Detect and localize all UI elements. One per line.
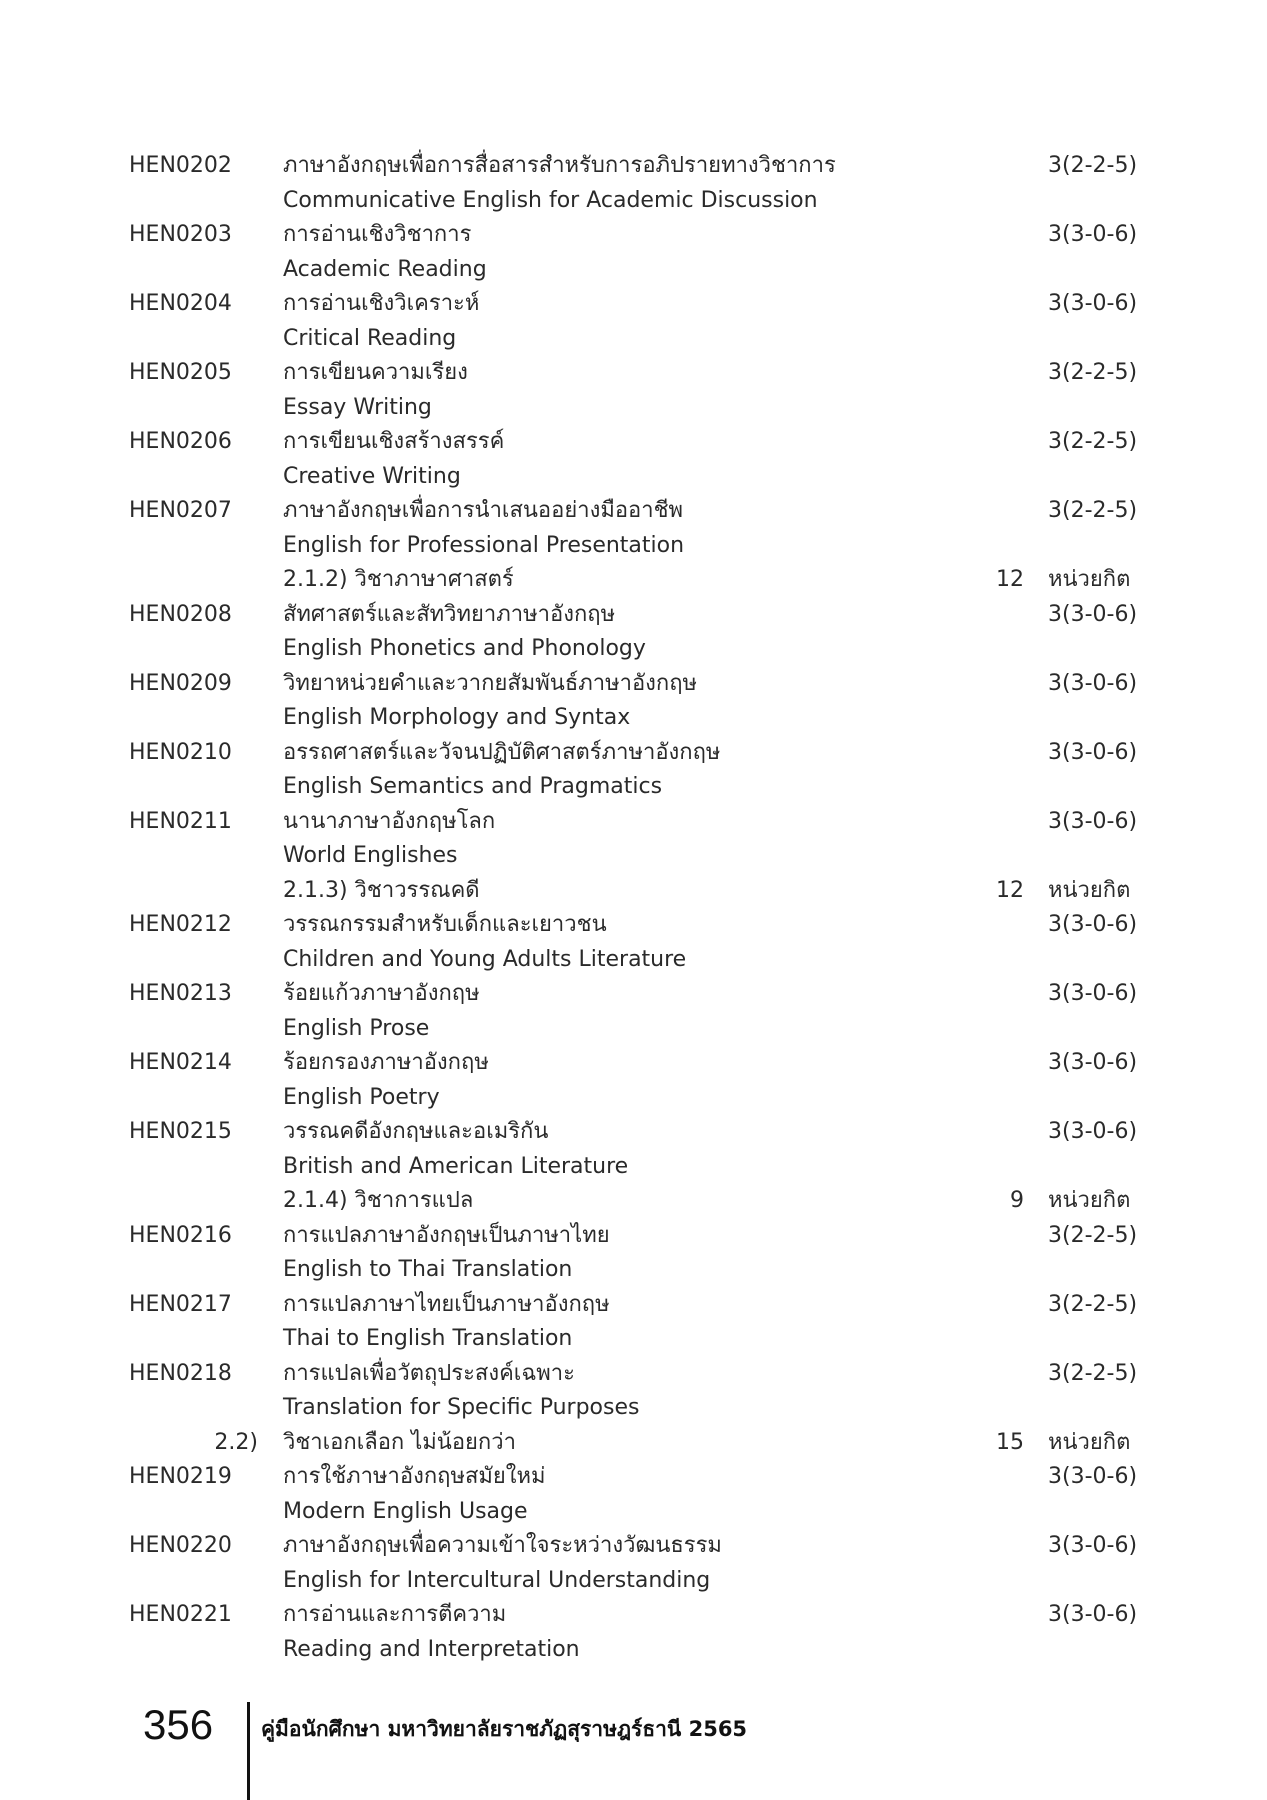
course-code: HEN0221 [129,1602,232,1627]
course-thai-title: การใช้ภาษาอังกฤษสมัยใหม่ [283,1464,546,1489]
course-credit: 3(2-2-5) [1048,1360,1138,1386]
section-title: 2.1.2) วิชาภาษาศาสตร์ [283,567,514,592]
course-credit: 3(3-0-6) [1048,1050,1138,1075]
course-english-title-row [0,184,1267,219]
course-english-title: English for Professional Presentation [283,532,685,558]
course-code: HEN0216 [129,1222,232,1248]
credit-unit-label: หน่วยกิต [1048,1429,1131,1455]
course-credit: 3(3-0-6) [1048,981,1138,1006]
course-english-title-row [0,1150,1267,1185]
course-row [0,1529,1267,1564]
course-english-title: English Poetry [283,1084,440,1110]
course-row [0,425,1267,460]
course-code: HEN0205 [129,360,232,385]
course-code: HEN0215 [129,1119,232,1144]
section-heading-row [0,874,1267,909]
course-row [0,598,1267,633]
course-english-title: World Englishes [283,843,458,868]
course-code: HEN0213 [129,981,232,1006]
course-row [0,1460,1267,1495]
course-credit: 3(2-2-5) [1048,498,1138,523]
course-code: HEN0204 [129,291,232,316]
course-english-title-row [0,391,1267,426]
course-row [0,1046,1267,1081]
course-english-title-row [0,770,1267,805]
course-credit: 3(2-2-5) [1048,153,1138,178]
course-thai-title: การเขียนเชิงสร้างสรรค์ [283,429,505,454]
section-credit-count: 12 [996,567,1024,592]
course-row [0,1115,1267,1150]
course-english-title-row [0,632,1267,667]
course-row [0,908,1267,943]
course-thai-title: การแปลภาษาอังกฤษเป็นภาษาไทย [283,1222,610,1248]
course-english-title: Creative Writing [283,463,461,489]
course-thai-title: วิทยาหน่วยคำและวากยสัมพันธ์ภาษาอังกฤษ [283,670,698,696]
course-code: HEN0217 [129,1291,232,1317]
course-credit: 3(3-0-6) [1048,291,1138,316]
course-row [0,1357,1267,1392]
course-credit: 3(3-0-6) [1048,1119,1138,1144]
course-thai-title: วรรณกรรมสำหรับเด็กและเยาวชน [283,912,607,937]
course-code: HEN0220 [129,1533,232,1558]
course-thai-title: การอ่านเชิงวิชาการ [283,222,472,247]
course-credit: 3(3-0-6) [1048,1533,1138,1558]
course-credit: 3(3-0-6) [1048,1602,1138,1627]
section-heading-row [0,1426,1267,1461]
course-english-title-row [0,1564,1267,1599]
course-row [0,667,1267,702]
course-english-title: English Semantics and Pragmatics [283,774,663,799]
course-english-title-row [0,322,1267,357]
course-english-title-row [0,1633,1267,1668]
course-thai-title: การอ่านเชิงวิเคราะห์ [283,291,480,316]
course-english-title: English to Thai Translation [283,1257,573,1282]
course-credit: 3(2-2-5) [1048,429,1138,454]
section-credit-count: 12 [996,877,1024,903]
course-english-title: Academic Reading [283,256,487,282]
course-code: HEN0212 [129,912,232,937]
course-english-title-row [0,1081,1267,1116]
course-code: HEN0207 [129,498,232,523]
course-english-title-row [0,943,1267,978]
course-thai-title: ร้อยแก้วภาษาอังกฤษ [283,981,480,1006]
course-english-title-row [0,460,1267,495]
course-row [0,1598,1267,1633]
course-code: HEN0206 [129,429,232,454]
course-thai-title: ภาษาอังกฤษเพื่อการสื่อสารสำหรับการอภิปรายทางวิชาการ [283,153,836,178]
course-thai-title: วรรณคดีอังกฤษและอเมริกัน [283,1119,549,1144]
course-english-title-row [0,1253,1267,1288]
course-credit: 3(3-0-6) [1048,222,1138,247]
course-english-title-row [0,1391,1267,1426]
course-thai-title: การอ่านและการตีความ [283,1602,507,1627]
course-english-title: English Phonetics and Phonology [283,636,646,661]
section-credit-count: 9 [1010,1188,1024,1213]
course-credit: 3(2-2-5) [1048,1291,1138,1317]
course-english-title: English Prose [283,1015,430,1041]
course-credit: 3(3-0-6) [1048,739,1138,765]
course-english-title-row [0,1495,1267,1530]
course-english-title-row [0,253,1267,288]
course-english-title: Children and Young Adults Literature [283,946,687,972]
section-number: 2.2) [214,1429,258,1455]
course-credit: 3(3-0-6) [1048,670,1138,696]
course-credit: 3(2-2-5) [1048,360,1138,385]
course-english-title: British and American Literature [283,1153,629,1179]
course-row [0,736,1267,771]
course-code: HEN0208 [129,601,232,627]
course-english-title-row [0,529,1267,564]
course-english-title: English for Intercultural Understanding [283,1567,711,1593]
footer-title: คู่มือนักศึกษา มหาวิทยาลัยราชภัฏสุราษฎร์ธานี 2565 [261,1717,748,1741]
credit-unit-label: หน่วยกิต [1048,1188,1131,1213]
course-thai-title: สัทศาสตร์และสัทวิทยาภาษาอังกฤษ [283,601,616,627]
course-code: HEN0202 [129,153,232,178]
course-code: HEN0218 [129,1360,232,1386]
course-thai-title: อรรถศาสตร์และวัจนปฏิบัติศาสตร์ภาษาอังกฤษ [283,739,721,765]
course-english-title-row [0,1322,1267,1357]
course-thai-title: นานาภาษาอังกฤษโลก [283,808,496,834]
section-title: วิชาเอกเลือก ไม่น้อยกว่า [283,1429,516,1455]
footer-divider [247,1702,250,1800]
credit-unit-label: หน่วยกิต [1048,877,1131,903]
page-footer [0,1690,1267,1800]
course-thai-title: ภาษาอังกฤษเพื่อความเข้าใจระหว่างวัฒนธรรม [283,1533,722,1558]
course-code: HEN0209 [129,670,232,696]
course-row [0,1288,1267,1323]
course-english-title-row [0,701,1267,736]
course-thai-title: การเขียนความเรียง [283,360,468,385]
section-title: 2.1.4) วิชาการแปล [283,1188,474,1213]
section-heading-row [0,563,1267,598]
course-english-title: Reading and Interpretation [283,1636,580,1662]
course-credit: 3(3-0-6) [1048,601,1138,627]
course-english-title: English Morphology and Syntax [283,705,631,730]
course-row [0,494,1267,529]
course-list [0,149,1267,1667]
course-credit: 3(3-0-6) [1048,808,1138,834]
course-thai-title: ร้อยกรองภาษาอังกฤษ [283,1050,489,1075]
course-code: HEN0214 [129,1050,232,1075]
course-credit: 3(2-2-5) [1048,1222,1138,1248]
course-english-title: Modern English Usage [283,1498,528,1524]
section-heading-row [0,1184,1267,1219]
course-code: HEN0203 [129,222,232,247]
course-english-title: Communicative English for Academic Discussion [283,187,818,213]
course-thai-title: การแปลเพื่อวัตถุประสงค์เฉพาะ [283,1360,575,1386]
course-english-title: Essay Writing [283,394,432,420]
page-number: 356 [143,1701,214,1748]
course-english-title: Translation for Specific Purposes [283,1395,640,1420]
course-row [0,977,1267,1012]
course-english-title: Critical Reading [283,325,457,351]
credit-unit-label: หน่วยกิต [1048,567,1131,592]
course-english-title-row [0,1012,1267,1047]
section-title: 2.1.3) วิชาวรรณคดี [283,877,480,903]
course-thai-title: ภาษาอังกฤษเพื่อการนำเสนออย่างมืออาชีพ [283,498,684,523]
course-row [0,287,1267,322]
course-row [0,1219,1267,1254]
course-english-title-row [0,839,1267,874]
course-row [0,218,1267,253]
course-row [0,805,1267,840]
course-credit: 3(3-0-6) [1048,912,1138,937]
course-code: HEN0219 [129,1464,232,1489]
course-thai-title: การแปลภาษาไทยเป็นภาษาอังกฤษ [283,1291,610,1317]
course-english-title: Thai to English Translation [283,1326,573,1351]
course-row [0,356,1267,391]
course-code: HEN0211 [129,808,232,834]
course-credit: 3(3-0-6) [1048,1464,1138,1489]
course-row [0,149,1267,184]
course-code: HEN0210 [129,739,232,765]
section-credit-count: 15 [996,1429,1024,1455]
